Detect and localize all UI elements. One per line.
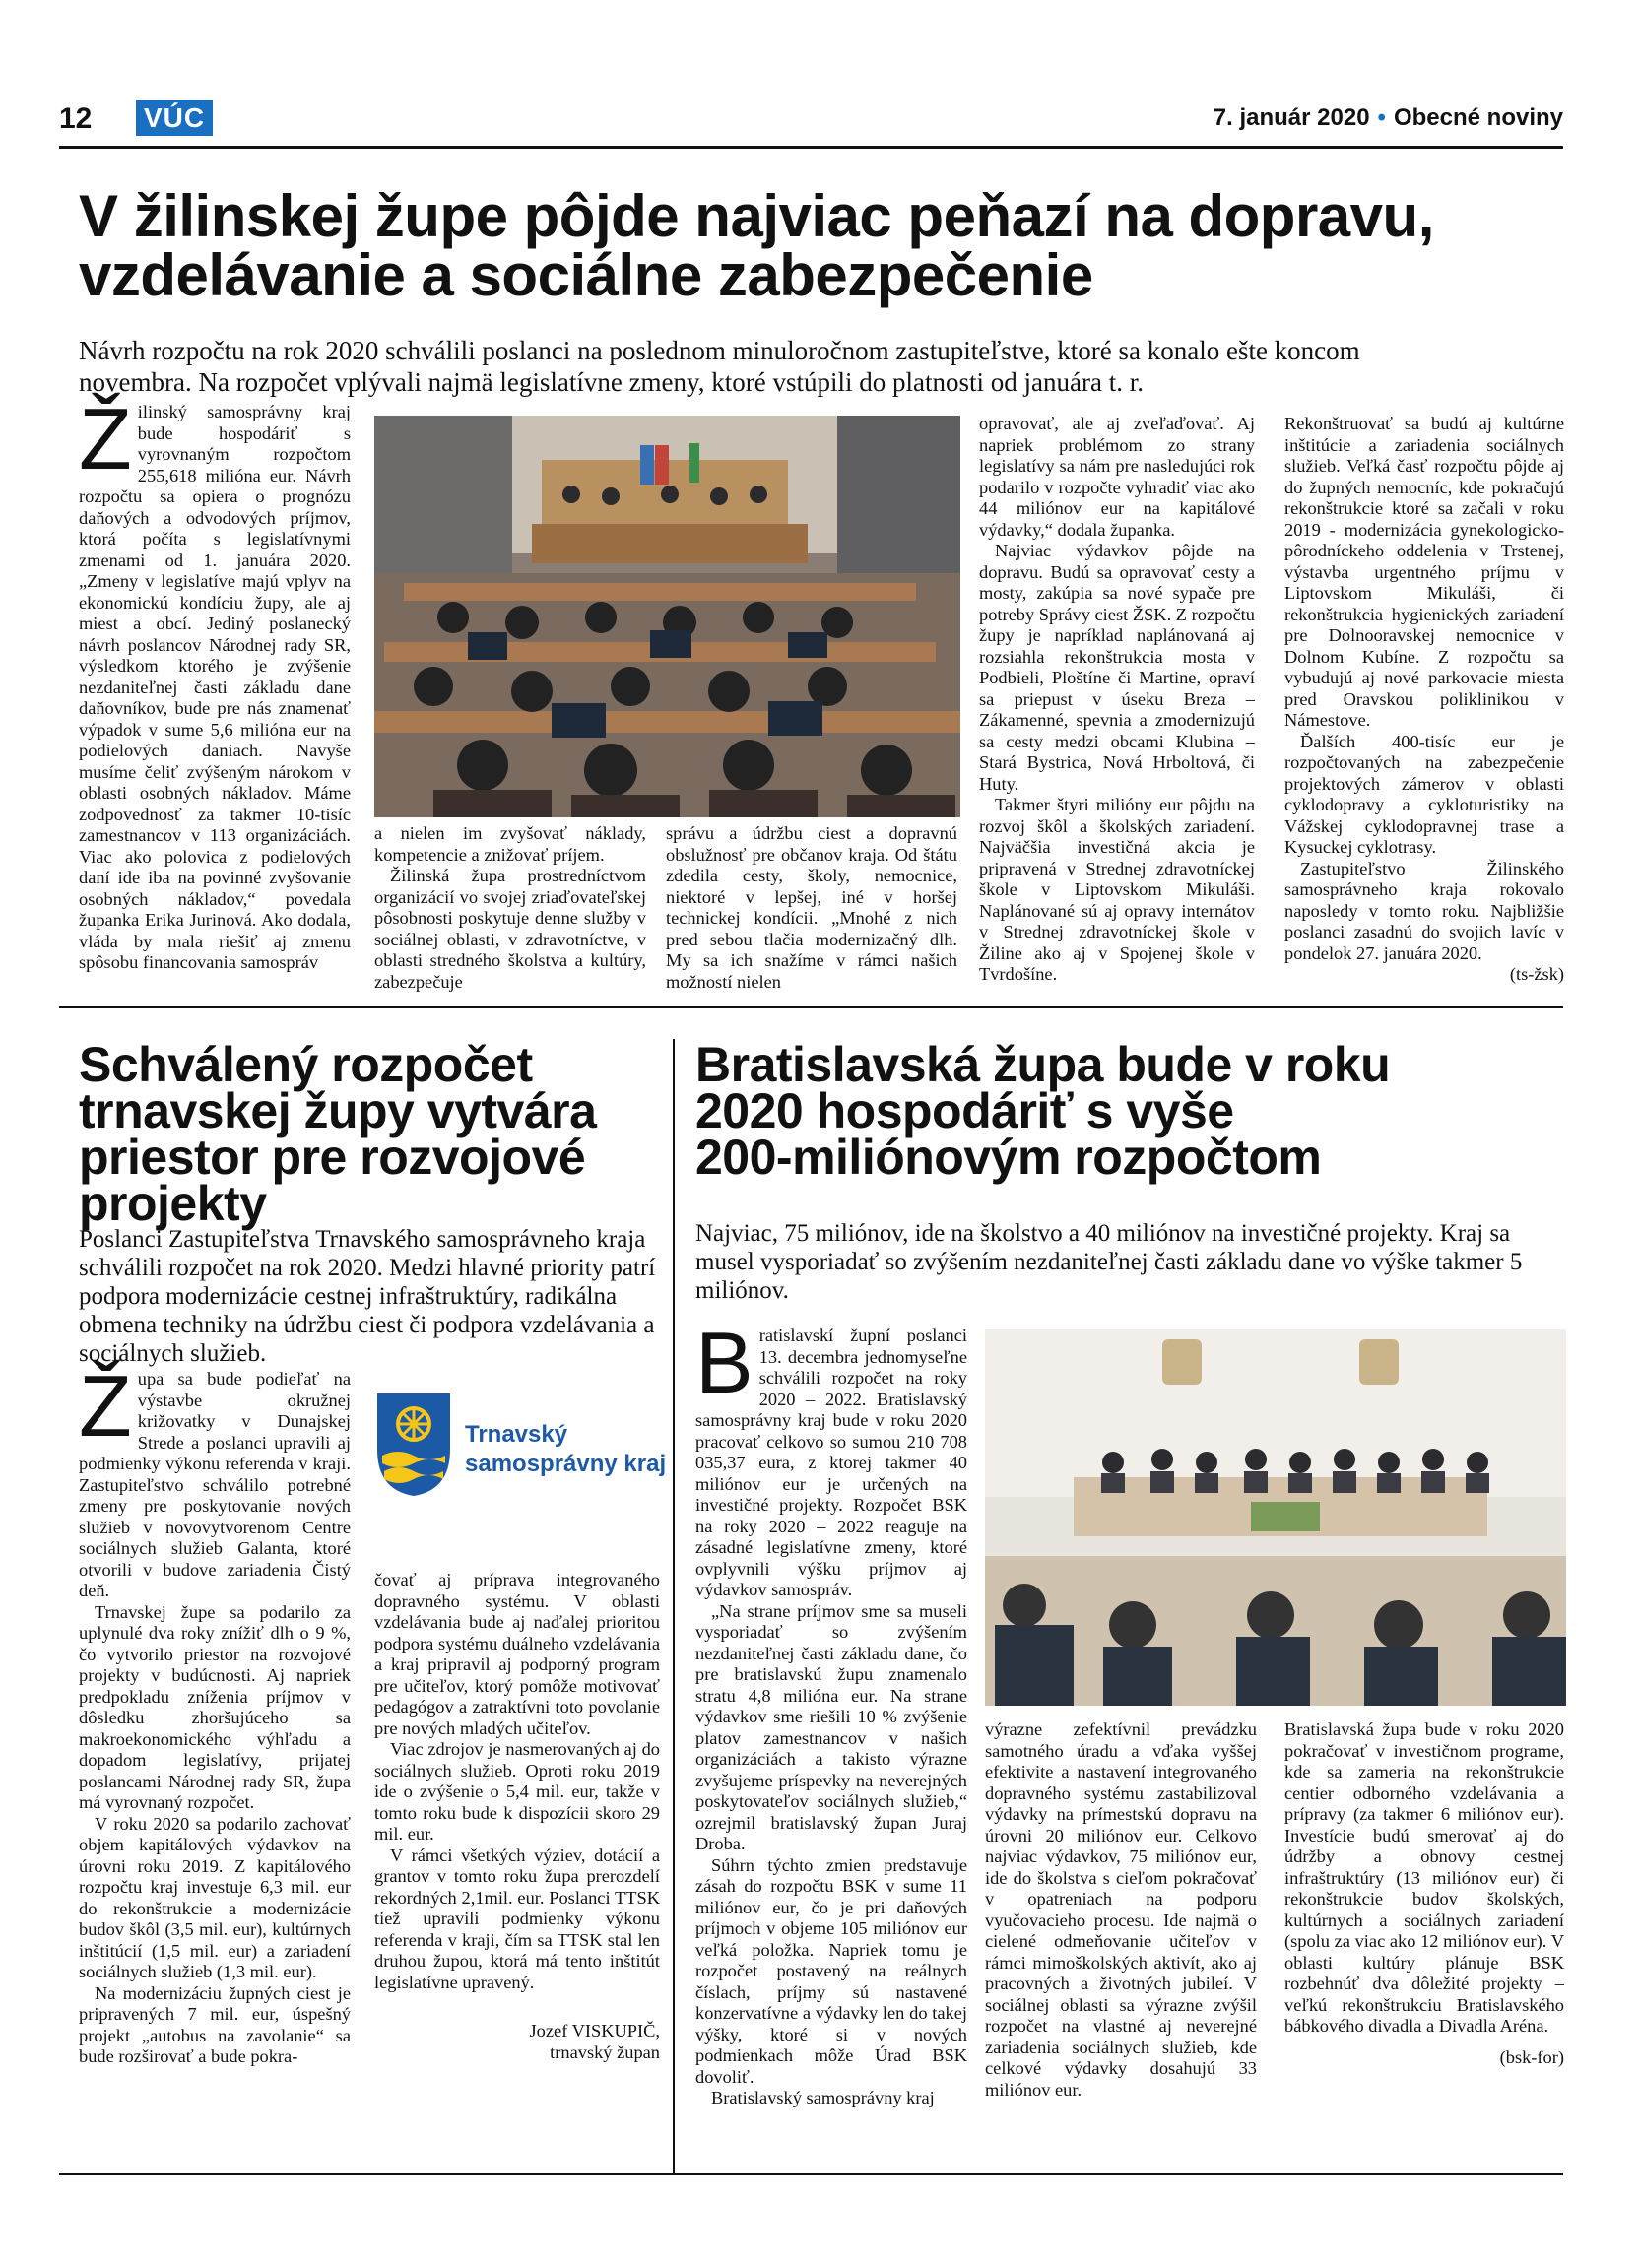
- article1-lead-line1: Návrh rozpočtu na rok 2020 schválili poslanci na poslednom minuloročnom zastupiteľstve, ktoré sa konalo ešte koncom: [79, 336, 1360, 365]
- column-divider: [673, 1039, 675, 2173]
- article2-title-line1: Schválený rozpočet: [79, 1037, 533, 1092]
- article2-dropcap: Ž: [79, 1357, 132, 1455]
- ttsk-logo: [374, 1391, 670, 1528]
- article1-col4: [979, 414, 1255, 986]
- bsk-council-photo: [985, 1329, 1566, 1706]
- issue-date: 7. január 2020: [1213, 104, 1370, 131]
- article2-signature-role: trnavský župan: [550, 2041, 660, 2062]
- header-rule: [59, 146, 1563, 149]
- article3-col1-p4: Bratislavský samosprávny kraj: [711, 2088, 935, 2107]
- ttsk-logo-text-line1: Trnavský: [465, 1421, 568, 1448]
- article2-col2-p1: čovať aj príprava integrovaného dopravného systému. V oblasti vzdelávania bude aj naďalej prioritou podpora systému duálneho vzdelávania a kraj pripravil aj podporný program pre učiteľov, ktorý pomôže motivovať pedagógov a zatraktívni toto povolanie pre nových mladých učiteľov.: [374, 1570, 660, 1738]
- paper-name: Obecné noviny: [1393, 104, 1563, 131]
- article2-title-line4: projekty: [79, 1176, 267, 1231]
- article3-lead: Najviac, 75 miliónov, ide na školstvo a 40 miliónov na investičné projekty. Kraj sa musel vysporiadať so zvýšením nezdaniteľnej časti základu dane vo výške takmer 5 miliónov.: [695, 1220, 1523, 1304]
- article1-col2-p2: Žilinská župa prostredníctvom organizácií vo svojej zriaďovateľskej pôsobnosti poskytuje denne služby v sociálnej oblasti, v zdravotníctve, v oblasti stredného školstva a kultúry, zabezpečuje: [374, 866, 646, 992]
- article2-title-line3: priestor pre rozvojové: [79, 1130, 586, 1185]
- article3-col1: [695, 1314, 967, 2109]
- article2-col2: [374, 1570, 660, 2063]
- article3-title-line3: 200-miliónovým rozpočtom: [695, 1130, 1322, 1185]
- article2-col1-p4: Na modernizáciu župných ciest je pripravených 7 mil. eur, úspešný projekt „autobus na zavolanie“ sa bude rozširovať a bude pokra-: [79, 1982, 351, 2066]
- article3-col3-p1: Bratislavská župa bude v roku 2020 pokračovať v investičnom programe, kde sa zameria na rekonštrukcie centier odborného vzdelávania a prípravy (za takmer 6 miliónov eur). Investície budú smerovať aj do údržby a obnovy cestnej infraštruktúry (13 miliónov eur) či rekonštrukcie budov školských, kultúrnych a sociálnych zariadení (spolu za viac ako 12 miliónov eur). V oblasti kultúry plánuje BSK rozbehnúť dva dôležité projekty – veľkú rekonštrukciu Bratislavského bábkového divadla a Divadla Aréna.: [1284, 1719, 1564, 2036]
- article3-col2: [985, 1719, 1257, 2101]
- section-divider: [59, 1006, 1563, 1008]
- article2-title: [79, 1037, 670, 1231]
- article2-signature: [374, 2021, 660, 2063]
- article1-col5-p1: Rekonštruovať sa budú aj kultúrne inštitúcie a zariadenia sociálnych služieb. Veľká časť rozpočtu pôjde aj do župných nemocníc, kde pokračujú rekonštrukcie ktoré sa začali v roku 2019 - modernizácia gynekologicko-pôrodníckeho oddelenia v Trstenej, výstavba urgentného príjmu v Liptovskom Mikuláši, či rekonštrukcia hygienických zariadení pre Dolnooravskej nemocnice v Dolnom Kubíne. Z rozpočtu sa vybudujú aj nové parkovacie miesta pred Oravskou poliklinikou v Námestove.: [1284, 414, 1564, 730]
- article1-col5: [1284, 414, 1564, 986]
- article1-title-line1: V žilinskej župe pôjde najviac peňazí na dopravu,: [79, 183, 1434, 249]
- article1-photo: [374, 416, 960, 817]
- article1-col3-p1: správu a údržbu ciest a dopravnú obslužnosť pre občanov kraja. Od štátu zdedila cesty, školy, nemocnice, niektoré v lepšej, iné v horšej technickej kondícii. „Mnohé z nich pred sebou tlačia modernizačný dlh. My sa ich snažíme v rámci našich možností nielen: [666, 823, 957, 992]
- article1-dropcap: Ž: [79, 390, 132, 487]
- article3-col2-p1: výrazne zefektívnil prevádzku samotného úradu a vďaka vyššej efektivite a nastavení integrovaného dopravného systému zastabilizoval výdavky na prímestskú dopravu na úrovni 20 miliónov eur. Celkovo najviac výdavkov, 75 miliónov eur, ide do školstva s cieľom pokračovať v opatreniach na podporu vyučovacieho procesu. Ide najmä o cielené odmeňovanie učiteľov v rámci mimoškolských aktivít, ako aj pracovných a životných jubileí. V sociálnej oblasti sa výrazne zvýšil rozpočet na vlastné aj neverejné zariadenia sociálnych služieb, kde celkové výdavky dosahujú 33 miliónov eur.: [985, 1719, 1257, 2100]
- article1-col2-p1: a nielen im zvyšovať náklady, kompetencie a znižovať príjem.: [374, 823, 646, 865]
- masthead: [1214, 104, 1563, 132]
- article1-col4-p1: opravovať, ale aj zveľaďovať. Aj napriek problémom zo strany legislatívy sa nám pre nasledujúci rok podarilo v rozpočte vyhradiť viac ako 44 miliónov eur na kapitálové výdavky,“ dodala županka.: [979, 414, 1255, 540]
- article2-col1-p2: Trnavskej župe sa podarilo za uplynulé dva roky znížiť dlh o 9 %, čo vytvorilo priestor na rozvojové projekty v budúcnosti. Aj napriek predpokladu zníženia príjmov v dôsledku zhoršujúceho sa makroekonomického výhľadu a dopadom legislatívy, prijatej poslancami Národnej rady SR, župa má vyrovnaný rozpočet.: [79, 1601, 351, 1812]
- article1-lead: [79, 335, 1556, 398]
- ttsk-logo-text: [465, 1420, 666, 1479]
- article2-col1-p3: V roku 2020 sa podarilo zachovať objem kapitálových výdavkov na úrovni roku 2019. Z kapitálového rozpočtu kraj investuje 6,3 mil. eur do rekonštrukcie a modernizácie budov škôl (3,5 mil. eur), kultúrnych inštitúcií (1,5 mil. eur) a zariadení sociálnych služieb (1,3 mil. eur).: [79, 1813, 351, 1981]
- article1-col5-p2: Ďalších 400-tisíc eur je rozpočtovaných na zabezpečenie projektových zámerov v oblasti cyklodopravy a cykloturistiky na Vážskej cyklodopravnej trase a Kysuckej cyklotrasy.: [1284, 731, 1564, 857]
- article1-col1-text: ilinský samosprávny kraj bude hospodáriť s vyrovnaným rozpočtom 255,618 milióna eur. Návrh rozpočtu sa opiera o prognózu daňových a odvodových príjmov, ktorá počíta s legislatívnymi zmenami od 1. januára 2020. „Zmeny v legislatíve majú vplyv na ekonomickú kondíciu župy, ale aj miest a obcí. Jediný poslanecký návrh poslancov Národnej rady SR, výsledkom ktorého je zvýšenie nezdaniteľnej časti základu dane daňovníkov, bude pre nás znamenať výpadok v sume 5,6 milióna eur na podielových daniach. Navyše musíme čeliť zvýšeným nárokom v oblasti osobných nákladov. Máme zodpovednosť za takmer 10-tisíc zamestnancov v 113 organizáciách. Viac ako polovica z podielových daní ide iba na povinné zvyšovanie osobných nákladov,“ povedala županka Erika Jurinová. Ako dodala, vláda by mala riešiť aj zmenu spôsobu financovania samospráv: [79, 402, 351, 972]
- article2-col1: [79, 1357, 351, 2068]
- ttsk-coat-of-arms-icon: [374, 1391, 453, 1499]
- page-number: 12: [59, 102, 93, 135]
- article3-title-line1: Bratislavská župa bude v roku: [695, 1037, 1391, 1092]
- article2-lead: Poslanci Zastupiteľstva Trnavského samosprávneho kraja schválili rozpočet na rok 2020. Medzi hlavné priority patrí podpora modernizácie cestnej infraštruktúry, radikálna obmena techniky na údržbu ciest či podpora vzdelávania a sociálnych služieb.: [79, 1226, 656, 1367]
- article2-signature-name: Jozef VISKUPIČ,: [529, 2021, 660, 2041]
- article3-col1-p1: ratislavskí župní poslanci 13. decembra jednomyseľne schválili rozpočet na roky 2020 – 2022. Bratislavský samosprávny kraj bude v roku 2020 pracovať celkovo so sumou 210 708 035,37 eura, z ktorej takmer 40 miliónov eur je určených na investičné projekty. Rozpočet BSK na roky 2020 – 2022 reaguje na zásadné legislatívne zmeny, ktoré ovplyvnili výšku príjmov aj výdavkov samospráv.: [695, 1326, 967, 1599]
- ttsk-logo-text-line2: samosprávny kraj: [465, 1451, 667, 1477]
- article3-col3: [1284, 1719, 1564, 2068]
- article1-col1: [79, 390, 351, 974]
- article3-signature: (bsk-for): [1499, 2046, 1564, 2067]
- article1-col4-p3: Takmer štyri milióny eur pôjdu na rozvoj škôl a školských zariadení. Najväčšia investičná akcia je pripravená v Strednej zdravotníckej škole v Liptovskom Mikuláši. Naplánované sú aj opravy internátov v Strednej zdravotníckej škole v Žiline ako aj v Spojenej škole v Tvrdošíne.: [979, 795, 1255, 984]
- article1-title-line2: vzdelávanie a sociálne zabezpečenie: [79, 242, 1093, 308]
- article3-title: [695, 1037, 1562, 1185]
- article1-title: [79, 183, 1556, 308]
- bottom-rule: [59, 2173, 1563, 2175]
- article3-col1-p2: „Na strane príjmov sme sa museli vysporiadať so zvýšením nezdaniteľnej časti základu dane, čo pre bratislavskú župu znamenalo stratu 4,8 milióna eur. Na strane výdavkov sme riešili 10 % zvýšenie platov zamestnancov v našich organizáciách a takisto výrazne zvyšujeme príspevky na neverejných poskytovateľov sociálnych služieb,“ ozrejmil bratislavský župan Juraj Droba.: [695, 1600, 967, 1853]
- article3-dropcap: B: [695, 1314, 754, 1411]
- article3-photo: [985, 1329, 1566, 1706]
- article2-title-line2: trnavskej župy vytvára: [79, 1083, 597, 1138]
- section-tag: VÚC: [136, 100, 213, 136]
- article2-col2-p2: Viac zdrojov je nasmerovaných aj do sociálnych služieb. Oproti roku 2019 ide o zvýšenie o 5,4 mil. eur, takže v tomto roku bude k dispozícii skoro 29 mil. eur.: [374, 1739, 660, 1844]
- article3-col1-p3: Súhrn týchto zmien predstavuje zásah do rozpočtu BSK v sume 11 miliónov eur, čo je pri daňových príjmoch v objeme 105 miliónov eur veľká položka. Napriek tomu je rozpočet postavený na reálnych číslach, príjmy sú nastavené konzervatívne a výdavky len do takej výšky, ktoré si v nových podmienkach môže Úrad BSK dovoliť.: [695, 1854, 967, 2087]
- article3-title-line2: 2020 hospodáriť s vyše: [695, 1083, 1234, 1138]
- article1-signature: (ts-žsk): [1509, 964, 1564, 984]
- article1-col4-p2: Najviac výdavkov pôjde na dopravu. Budú sa opravovať cesty a mosty, zakúpia sa nové sypače pre potreby Správy ciest ŽSK. Z rozpočtu župy je napríklad naplánovaná aj rozsiahla rekonštrukcia mosta v Podbieli, Ploštíne či Martine, opraví sa priepust v úseku Breza – Zákamenné, spevnia a zmodernizujú sa cesty medzi obcami Klubina – Stará Bystrica, Nová Hrboltová, či Huty.: [979, 541, 1255, 794]
- article1-col2: [374, 823, 646, 993]
- article1-lead-line2: novembra. Na rozpočet vplývali najmä legislatívne zmeny, ktoré vstúpili do platnosti od januára t. r.: [79, 367, 1144, 397]
- article2-col2-p3: V rámci všetkých výziev, dotácií a grantov v tomto roku župa prerozdelí rekordných 2,1mil. eur. Poslanci TTSK tiež upravili podmienky výkonu referenda v kraji, čím sa TTSK stal len druhou župou, ktorá má tento inštitút legislatívne upravený.: [374, 1845, 660, 1992]
- council-session-photo: [374, 416, 960, 817]
- article1-col3: [666, 823, 957, 993]
- article2-col1-p1: upa sa bude podieľať na výstavbe okružnej križovatky v Dunajskej Strede a poslanci upravili aj podmienky výkonu referenda v kraji. Zastupiteľstvo schválilo potrebné zmeny pre poskytovanie nových služieb v novovytvorenom Centre sociálnych služieb Galanta, ktoré otvorili v budove zariadenia Čistý deň.: [79, 1369, 351, 1600]
- article1-col5-p3: Zastupiteľstvo Žilinského samosprávneho kraja rokovalo naposledy v tomto roku. Najbližšie poslanci zasadnú do svojich lavíc v pondelok 27. januára 2020.: [1284, 858, 1564, 963]
- separator-dot: •: [1377, 104, 1386, 131]
